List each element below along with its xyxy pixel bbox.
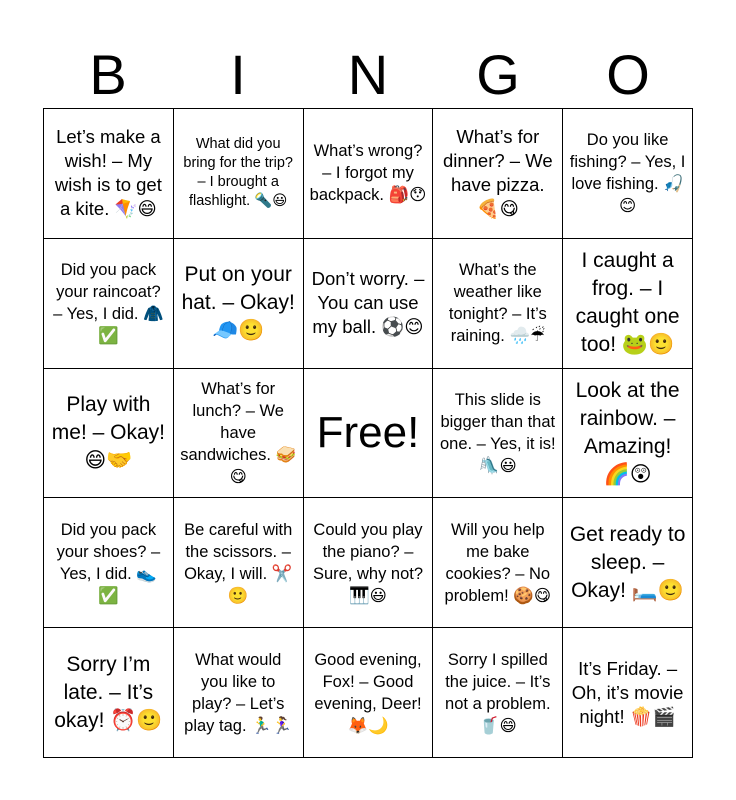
cell-text: Could you play the piano? – Sure, why not? 🎹😃 (312, 520, 424, 605)
header-letter-i: I (230, 43, 246, 106)
bingo-cell-i1[interactable] (174, 109, 304, 239)
cell-text: Get ready to sleep. – Okay! 🛏️🙂 (569, 522, 686, 602)
bingo-cell-o2[interactable] (563, 239, 693, 369)
cell-text: Look at the rainbow. – Amazing! 🌈😲 (575, 378, 680, 486)
bingo-cell-i2[interactable] (174, 239, 304, 369)
bingo-cell-i4[interactable] (174, 498, 304, 628)
cell-text: What’s wrong? – I forgot my backpack. 🎒😯 (309, 142, 427, 205)
bingo-cell-g2[interactable] (433, 239, 563, 369)
bingo-cell-i5[interactable] (174, 628, 304, 758)
cell-text: What did you bring for the trip? – I brought a flashlight. 🔦😃 (183, 136, 293, 210)
header-letter-o: O (606, 43, 650, 106)
cell-text: Put on your hat. – Okay! 🧢🙂 (181, 263, 295, 343)
bingo-cell-n5[interactable] (304, 628, 434, 758)
header-letter-g: G (476, 43, 520, 106)
bingo-cell-g5[interactable] (433, 628, 563, 758)
cell-text: Do you like fishing? – Yes, I love fishing. 🎣😊 (569, 131, 686, 216)
bingo-cell-g1[interactable] (433, 109, 563, 239)
cell-text: Don’t worry. – You can use my ball. ⚽😊 (311, 268, 425, 338)
bingo-cell-n4[interactable] (304, 498, 434, 628)
cell-text: What’s for dinner? – We have pizza. 🍕😋 (442, 126, 553, 220)
cell-text: Sorry I spilled the juice. – It’s not a problem. 🥤😄 (445, 650, 551, 735)
cell-text: I caught a frog. – I caught one too! 🐸🙂 (575, 249, 680, 357)
cell-text: What’s for lunch? – We have sandwiches. 🥪😋 (180, 379, 297, 486)
bingo-cell-i3[interactable] (174, 369, 304, 499)
bingo-cell-o1[interactable] (563, 109, 693, 239)
cell-text: Let’s make a wish! – My wish is to get a kite. 🪁😄 (54, 126, 162, 220)
bingo-cell-n2[interactable] (304, 239, 434, 369)
cell-text: Did you pack your raincoat? – Yes, I did. 🧥✅ (53, 261, 164, 346)
cell-text: Will you help me bake cookies? – No problem! 🍪😋 (444, 520, 552, 605)
cell-text: Play with me! – Okay! 😄🤝 (51, 392, 165, 472)
bingo-cell-b4[interactable] (44, 498, 174, 628)
cell-text: Be careful with the scissors. – Okay, I will. ✂️🙂 (184, 520, 293, 605)
bingo-cell-b1[interactable] (44, 109, 174, 239)
bingo-cell-n1[interactable] (304, 109, 434, 239)
cell-text: What would you like to play? – Let’s play tag. 🏃‍♂️🏃‍♀️ (184, 650, 293, 735)
bingo-cell-b3[interactable] (44, 369, 174, 499)
bingo-cell-o3[interactable] (563, 369, 693, 499)
bingo-cell-b5[interactable] (44, 628, 174, 758)
bingo-cell-g3[interactable] (433, 369, 563, 499)
bingo-header (43, 42, 693, 108)
cell-text: Good evening, Fox! – Good evening, Deer! 🦊🌙 (314, 650, 422, 735)
cell-text: Sorry I’m late. – It’s okay! ⏰🙂 (54, 652, 163, 732)
cell-text: It’s Friday. – Oh, it’s movie night! 🍿🎬 (571, 657, 684, 727)
bingo-cell-free[interactable] (304, 369, 434, 499)
bingo-cell-o5[interactable] (563, 628, 693, 758)
bingo-cell-g4[interactable] (433, 498, 563, 628)
header-letter-b: B (89, 43, 127, 106)
bingo-cell-b2[interactable] (44, 239, 174, 369)
free-space-label: Free! (316, 407, 420, 457)
bingo-cell-o4[interactable] (563, 498, 693, 628)
cell-text: What’s the weather like tonight? – It’s raining. 🌧️☔ (448, 261, 547, 346)
cell-text: This slide is bigger than that one. – Yes, it is! 🛝😃 (439, 390, 556, 475)
bingo-board (43, 108, 693, 758)
cell-text: Did you pack your shoes? – Yes, I did. 👟✅ (56, 520, 161, 605)
header-letter-n: N (347, 43, 389, 106)
